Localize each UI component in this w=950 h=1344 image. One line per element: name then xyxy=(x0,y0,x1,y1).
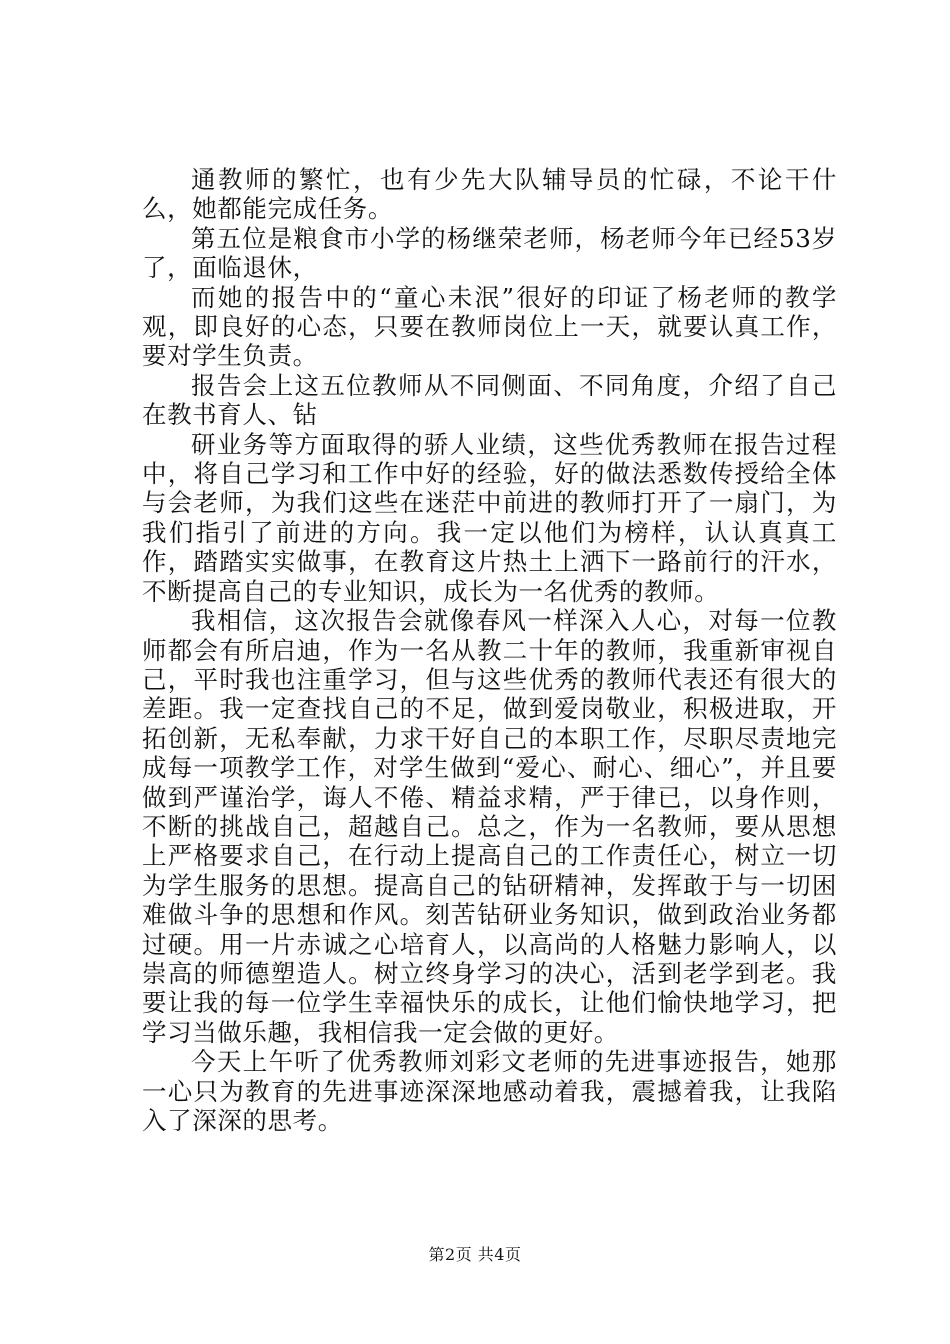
page-number: 第2页 共4页 xyxy=(428,1245,522,1264)
paragraph: 研业务等方面取得的骄人业绩，这些优秀教师在报告过程中，将自己学习和工作中好的经验，好的做法悉数传授给全体与会老师，为我们这些在迷茫中前进的教师打开了一扇门，为我们指引了前进的方向。我一定以他们为榜样，认认真真工作，踏踏实实做事，在教育这片热土上洒下一路前行的汗水，不断提高自己的专业知识，成长为一名优秀的教师。 xyxy=(142,429,837,606)
paragraph: 通教师的繁忙，也有少先大队辅导员的忙碌，不论干什么，她都能完成任务。 xyxy=(142,165,837,224)
paragraph: 今天上午听了优秀教师刘彩文老师的先进事迹报告，她那一心只为教育的先进事迹深深地感动着我，震撼着我，让我陷入了深深的思考。 xyxy=(142,1047,837,1135)
paragraph: 报告会上这五位教师从不同侧面、不同角度，介绍了自己在教书育人、钻 xyxy=(142,370,837,430)
paragraph: 而她的报告中的“童心未泯”很好的印证了杨老师的教学观，即良好的心态，只要在教师岗位上一天，就要认真工作，要对学生负责。 xyxy=(142,282,837,371)
paragraph: 我相信，这次报告会就像春风一样深入人心，对每一位教师都会有所启迪，作为一名从教二十年的教师，我重新审视自己，平时我也注重学习，但与这些优秀的教师代表还有很大的差距。我一定查找自己的不足，做到爱岗敬业，积极进取，开拓创新，无私奉献，力求干好自己的本职工作，尽职尽责地完成每一项教学工作，对学生做到“爱心、耐心、细心”，并且要做到严谨治学，诲人不倦、精益求精，严于律已，以身作则，不断的挑战自己，超越自己。总之，作为一名教师，要从思想上严格要求自己，在行动上提高自己的工作责任心，树立一切为学生服务的思想。提高自己的钻研精神，发挥敢于与一切困难做斗争的思想和作风。刻苦钻研业务知识，做到政治业务都过硬。用一片赤诚之心培育人，以高尚的人格魅力影响人，以崇高的师德塑造人。树立终身学习的决心，活到老学到老。我要让我的每一位学生幸福快乐的成长，让他们愉快地学习，把学习当做乐趣，我相信我一定会做的更好。 xyxy=(142,606,837,1047)
document-body xyxy=(142,165,837,1135)
paragraph: 第五位是粮食市小学的杨继荣老师，杨老师今年已经53岁了，面临退休， xyxy=(142,223,837,283)
page-footer xyxy=(0,1245,950,1265)
